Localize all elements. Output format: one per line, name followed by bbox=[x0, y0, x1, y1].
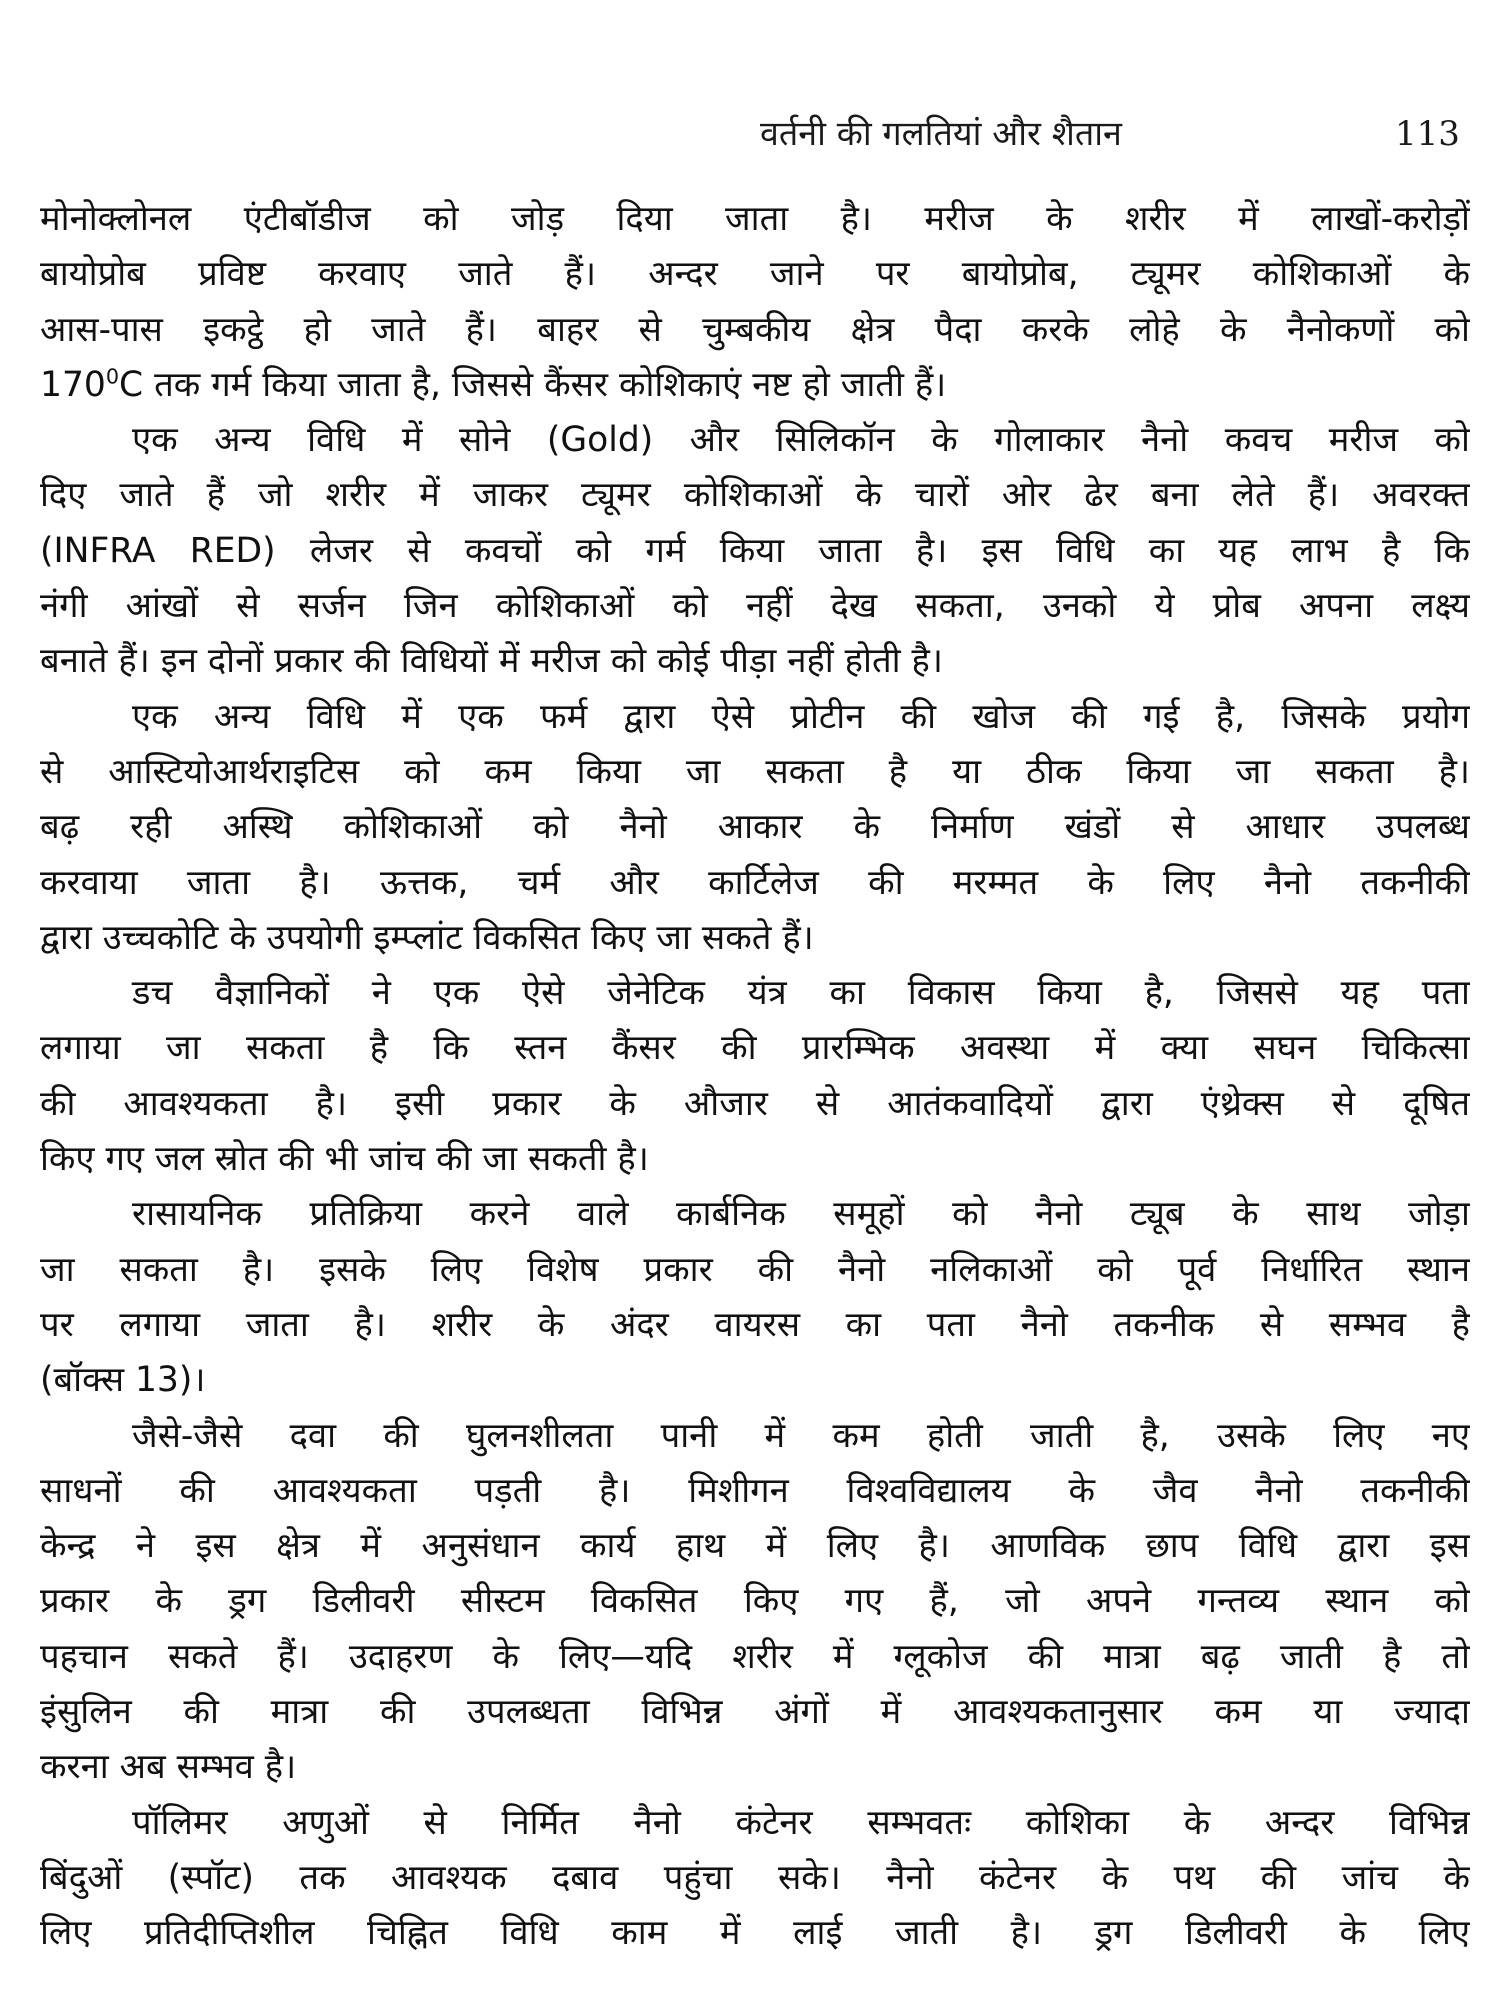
text-line: बायोप्रोब प्रविष्ट करवाए जाते हैं। अन्दर जाने पर बायोप्रोब, ट्यूमर कोशिकाओं के bbox=[40, 254, 1470, 295]
text-line: एक अन्य विधि में एक फर्म द्वारा ऐसे प्रोटीन की खोज की गई है, जिसके प्रयोग bbox=[132, 696, 1470, 737]
text-line: लिए प्रतिदीप्तिशील चिह्नित विधि काम में लाई जाती है। ड्रग डिलीवरी के लिए bbox=[40, 1913, 1470, 1954]
text-line: बनाते हैं। इन दोनों प्रकार की विधियों में मरीज को कोई पीड़ा नहीं होती है। bbox=[40, 641, 943, 682]
text-line: प्रकार के ड्रग डिलीवरी सीस्टम विकसित किए गए हैं, जो अपने गन्तव्य स्थान को bbox=[40, 1581, 1470, 1622]
text-line: पहचान सकते हैं। उदाहरण के लिए—यदि शरीर में ग्लूकोज की मात्रा बढ़ जाती है तो bbox=[40, 1636, 1470, 1677]
running-title: वर्तनी की गलतियां और शैतान bbox=[760, 114, 1122, 154]
text-line: नंगी आंखों से सर्जन जिन कोशिकाओं को नहीं देख सकता, उनको ये प्रोब अपना लक्ष्य bbox=[40, 586, 1470, 627]
text-line: लगाया जा सकता है कि स्तन कैंसर की प्रारम्भिक अवस्था में क्या सघन चिकित्सा bbox=[40, 1028, 1470, 1069]
text-line: करना अब सम्भव है। bbox=[40, 1747, 297, 1788]
text-line: मोनोक्लोनल एंटीबॉडीज को जोड़ दिया जाता है। मरीज के शरीर में लाखों-करोड़ों bbox=[40, 199, 1470, 239]
text-line: एक अन्य विधि में सोने (Gold) और सिलिकॉन के गोलाकार नैनो कवच मरीज को bbox=[132, 420, 1470, 461]
text-line: रासायनिक प्रतिक्रिया करने वाले कार्बनिक समूहों को नैनो ट्यूब के साथ जोड़ा bbox=[132, 1194, 1470, 1235]
text-line: (बॉक्स 13)। bbox=[40, 1360, 206, 1401]
text-line bbox=[40, 358, 1470, 413]
degree-superscript: 0 bbox=[105, 364, 120, 389]
page-header bbox=[0, 104, 1500, 164]
text-line: दिए जाते हैं जो शरीर में जाकर ट्यूमर कोशिकाओं के चारों ओर ढेर बना लेते हैं। अवरक्त bbox=[40, 475, 1470, 516]
text-line: आस-पास इकट्ठे हो जाते हैं। बाहर से चुम्बकीय क्षेत्र पैदा करके लोहे के नैनोकणों को bbox=[40, 309, 1470, 350]
text-line: केन्द्र ने इस क्षेत्र में अनुसंधान कार्य हाथ में लिए है। आणविक छाप विधि द्वारा इस bbox=[40, 1526, 1470, 1567]
text-line: की आवश्यकता है। इसी प्रकार के औजार से आतंकवादियों द्वारा एंथ्रेक्स से दूषित bbox=[40, 1083, 1470, 1124]
text-line: बिंदुओं (स्पॉट) तक आवश्यक दबाव पहुंचा सके। नैनो कंटेनर के पथ की जांच के bbox=[40, 1857, 1470, 1898]
page-number: 113 bbox=[1395, 114, 1460, 154]
text-line: पॉलिमर अणुओं से निर्मित नैनो कंटेनर सम्भवतः कोशिका के अन्दर विभिन्न bbox=[132, 1802, 1470, 1843]
text-line: जैसे-जैसे दवा की घुलनशीलता पानी में कम होती जाती है, उसके लिए नए bbox=[132, 1415, 1470, 1456]
text-line: बढ़ रही अस्थि कोशिकाओं को नैनो आकार के निर्माण खंडों से आधार उपलब्ध bbox=[40, 807, 1470, 848]
line-continuation: C तक गर्म किया जाता है, जिससे कैंसर कोशिकाएं नष्ट हो जाती हैं। bbox=[119, 364, 947, 405]
text-line: किए गए जल स्रोत की भी जांच की जा सकती है। bbox=[40, 1139, 649, 1180]
text-line: पर लगाया जाता है। शरीर के अंदर वायरस का पता नैनो तकनीक से सम्भव है bbox=[40, 1304, 1470, 1345]
body-text bbox=[40, 192, 1470, 1962]
text-line: इंसुलिन की मात्रा की उपलब्धता विभिन्न अंगों में आवश्यकतानुसार कम या ज्यादा bbox=[40, 1692, 1470, 1733]
temperature-value: 170 bbox=[40, 364, 106, 405]
text-line: द्वारा उच्चकोटि के उपयोगी इम्प्लांट विकसित किए जा सकते हैं। bbox=[40, 917, 814, 958]
text-line: से आस्टियोआर्थराइटिस को कम किया जा सकता है या ठीक किया जा सकता है। bbox=[40, 751, 1470, 792]
text-line: डच वैज्ञानिकों ने एक ऐसे जेनेटिक यंत्र का विकास किया है, जिससे यह पता bbox=[132, 973, 1470, 1014]
text-line: करवाया जाता है। ऊत्तक, चर्म और कार्टिलेज की मरम्मत के लिए नैनो तकनीकी bbox=[40, 862, 1470, 903]
text-line: साधनों की आवश्यकता पड़ती है। मिशीगन विश्वविद्यालय के जैव नैनो तकनीकी bbox=[40, 1470, 1470, 1511]
text-line: जा सकता है। इसके लिए विशेष प्रकार की नैनो नलिकाओं को पूर्व निर्धारित स्थान bbox=[40, 1249, 1470, 1290]
text-line: (INFRA RED) लेजर से कवचों को गर्म किया जाता है। इस विधि का यह लाभ है कि bbox=[40, 530, 1470, 571]
